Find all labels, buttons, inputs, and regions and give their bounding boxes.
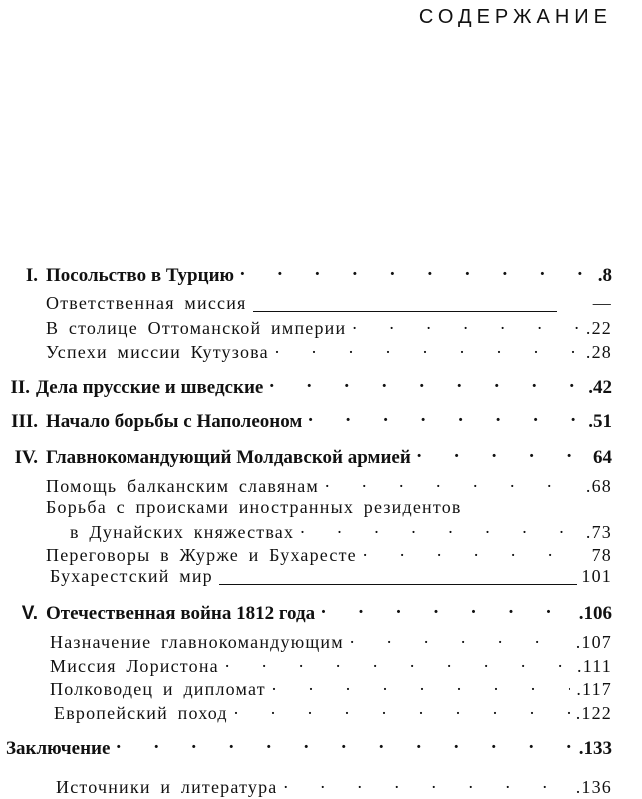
- toc-section[interactable]: [46, 543, 612, 566]
- page-number: .133: [578, 738, 612, 759]
- page-number: .117: [576, 679, 612, 699]
- section-title: Источники и литература: [56, 777, 278, 797]
- line-leader: [253, 301, 557, 312]
- dot-leader: [116, 735, 572, 754]
- dot-leader: [275, 340, 580, 358]
- toc-section[interactable]: [46, 316, 612, 339]
- toc-section-continued[interactable]: [70, 520, 612, 543]
- dot-leader: [225, 654, 571, 672]
- section-title: Полководец и дипломат: [50, 679, 266, 699]
- toc-section[interactable]: [46, 293, 612, 314]
- toc-chapter-3[interactable]: [0, 408, 612, 433]
- toc-chapter-5[interactable]: [0, 600, 612, 625]
- dot-leader: [240, 262, 592, 281]
- dot-leader: [321, 600, 573, 619]
- page-number: 64: [593, 447, 612, 468]
- section-title: В столице Оттоманской империи: [46, 318, 347, 338]
- page-number: .136: [575, 777, 612, 797]
- page-number: 101: [581, 566, 612, 586]
- dot-leader: [269, 374, 582, 393]
- toc-chapter-2[interactable]: [0, 374, 612, 399]
- toc-chapter-4[interactable]: [0, 444, 612, 469]
- dot-leader: [325, 474, 580, 492]
- chapter-number: I.: [25, 265, 38, 286]
- dot-leader: [417, 444, 587, 463]
- chapter-title: Отечественная война 1812 года: [46, 603, 316, 624]
- chapter-number: IV.: [14, 447, 38, 468]
- section-title: Успехи миссии Кутузова: [46, 342, 269, 362]
- page-number: .73: [585, 522, 612, 542]
- page-number: 78: [591, 545, 612, 565]
- chapter-title: Главнокомандующий Молдавской армией: [46, 447, 411, 468]
- page-number: .28: [585, 342, 612, 362]
- section-title: Бухарестский мир: [50, 566, 213, 586]
- page-number: .22: [585, 318, 612, 338]
- dot-leader: [363, 543, 586, 561]
- page-number: .68: [585, 476, 612, 496]
- section-title: Европейский поход: [54, 703, 228, 723]
- section-title: Борьба с происками иностранных резидентов: [46, 497, 462, 517]
- section-title: в Дунайских княжествах: [70, 522, 295, 542]
- toc-section[interactable]: [50, 677, 612, 700]
- dot-leader: [284, 775, 570, 793]
- page-number: —: [592, 293, 612, 313]
- dot-leader: [308, 408, 582, 427]
- chapter-title: Посольство в Турцию: [46, 265, 235, 286]
- chapter-title: Дела прусские и шведские: [36, 377, 264, 398]
- page-number: .122: [575, 703, 612, 723]
- page-title: СОДЕРЖАНИЕ: [418, 6, 612, 28]
- toc-section[interactable]: [54, 701, 612, 724]
- chapter-title: Начало борьбы с Наполеоном: [46, 411, 303, 432]
- toc-section[interactable]: [46, 497, 612, 518]
- dot-leader: [350, 630, 570, 648]
- chapter-title: Заключение: [6, 738, 111, 759]
- section-title: Миссия Лористона: [50, 656, 219, 676]
- section-title: Переговоры в Журже и Бухаресте: [46, 545, 357, 565]
- page-number: .42: [588, 377, 612, 398]
- chapter-number: III.: [11, 411, 38, 432]
- section-title: Назначение главнокомандующим: [50, 632, 344, 652]
- toc-section[interactable]: [46, 474, 612, 497]
- page-number: .8: [597, 265, 612, 286]
- chapter-number: II.: [10, 377, 30, 398]
- toc-conclusion[interactable]: [6, 735, 612, 760]
- chapter-number: V.: [21, 603, 38, 624]
- section-title: Ответственная миссия: [46, 293, 247, 313]
- dot-leader: [300, 520, 580, 538]
- page-number: .107: [575, 632, 612, 652]
- dot-leader: [272, 677, 571, 695]
- page-number: .106: [578, 603, 612, 624]
- toc-section[interactable]: [46, 340, 612, 363]
- dot-leader: [234, 701, 570, 719]
- section-title: Помощь балканским славянам: [46, 476, 319, 496]
- toc-section[interactable]: [50, 654, 612, 677]
- toc-sources[interactable]: [56, 775, 612, 798]
- page-number: .51: [588, 411, 612, 432]
- dot-leader: [352, 316, 580, 334]
- page-number: .111: [577, 656, 612, 676]
- toc-chapter-1[interactable]: [0, 262, 612, 287]
- toc-section[interactable]: [50, 566, 612, 587]
- toc-section[interactable]: [50, 630, 612, 653]
- line-leader: [219, 574, 578, 585]
